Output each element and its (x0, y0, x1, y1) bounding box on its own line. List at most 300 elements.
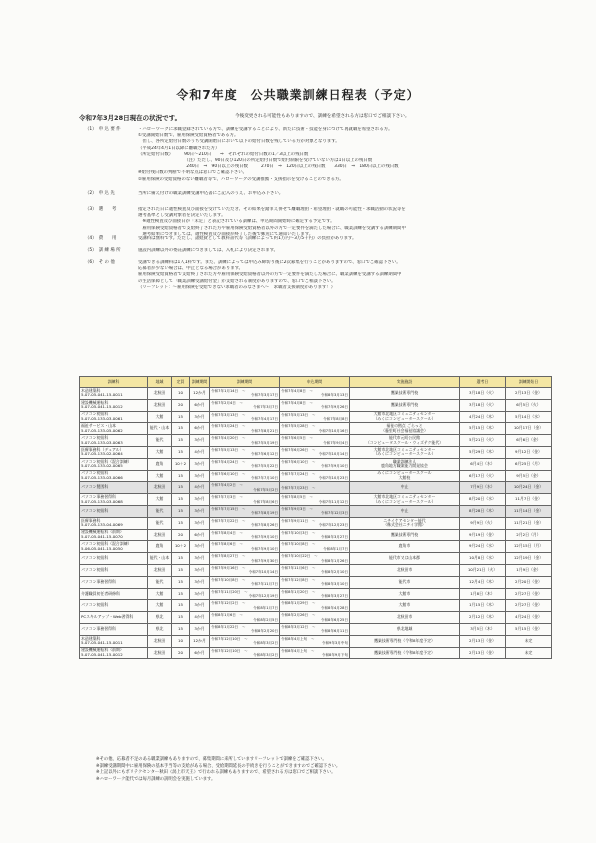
apply-cell-line: 令和8年2月10日 (320, 570, 348, 575)
period-cell-line: 令和8年2月5日 (253, 617, 278, 622)
selection-date-cell: 2月13日（金） (460, 647, 506, 659)
period-cell-line: 令和7年2月4日 ～ (211, 400, 244, 405)
place-cell-line: 能代市 (398, 578, 411, 584)
section-line: 但し、各所定給付日数のうち受講開始日において以下の給付日数を残している方が対象となります。 (138, 139, 340, 145)
start-date-cell: 未定 (506, 647, 552, 659)
apply-cell-line: 令和7年4月8日 ～ (281, 388, 314, 393)
period-cell (210, 623, 280, 635)
section-line: 応募者が少ない場合は、中止となる場合があります。 (138, 266, 244, 272)
place-cell (350, 423, 460, 435)
period-cell-line: 令和8年1月22日 ～ (211, 624, 246, 629)
capacity-cell: 15 (172, 588, 190, 600)
period-cell-line: 令和7年12月19日 (248, 593, 278, 598)
table-row (80, 435, 552, 447)
length-cell: 3か月 (190, 470, 210, 482)
period-cell (210, 541, 280, 553)
apply-cell-line: 令和8年4月上旬 ～ (281, 636, 315, 641)
apply-cell (280, 423, 350, 435)
apply-cell-line: 令和7年7月23日 ～ (281, 485, 316, 490)
course-code: 5-07-05-133-03-0063 (81, 439, 123, 445)
course-code: 5-07-05-133-03-0061 (81, 415, 123, 421)
course-name-cell (80, 553, 148, 565)
schedule-table (79, 376, 552, 659)
length-cell: 6か月 (190, 423, 210, 435)
period-cell-line: 令和7年4月17日 (250, 416, 278, 421)
apply-cell-line: 令和8年3月13日 (320, 393, 348, 398)
length-cell: 3か月 (190, 564, 210, 576)
place-cell (350, 529, 460, 541)
length-cell: 3か月 (190, 458, 210, 470)
section-line: ②雇用保険の受給資格のない離職者等で、ハローワークの受講推薦・支援指示を受けることのできる方。 (138, 176, 344, 182)
top-note: 今後変更される可能性もありますので、訓練を希望される方は窓口でご相談下さい。 (235, 114, 410, 119)
section-body (138, 236, 568, 242)
start-date-cell: 1月9日（金） (506, 564, 552, 576)
place-cell-line: 北秋田市 (396, 614, 413, 620)
selection-date-cell: 3月18日（火） (460, 399, 506, 411)
apply-cell-line: 令和8年1月26日 (320, 558, 348, 563)
capacity-cell: 15 (172, 623, 190, 635)
place-cell-line: 大館市北地区コミュニティセンター (373, 446, 436, 452)
apply-cell (280, 600, 350, 612)
table-row (80, 517, 552, 529)
capacity-cell: 15 (172, 482, 190, 494)
start-date-cell: 9月12日（金） (506, 446, 552, 458)
place-cell (350, 564, 460, 576)
place-cell (350, 600, 460, 612)
section-line: ※給付残日数の判断で不明な点は窓口でご確認下さい。 (138, 170, 248, 176)
place-cell-line: 大館校 (398, 474, 411, 480)
period-cell-line: 令和8年1月6日 ～ (211, 613, 244, 618)
course-name-cell (80, 470, 148, 482)
apply-cell-line: 令和7年9月11日 ～ (281, 518, 316, 523)
course-code: 5-07-05-133-05-0062 (81, 427, 123, 433)
apply-cell-line: 令和7年4月8日 ～ (281, 400, 314, 405)
selection-date-cell: 5月21日（火） (460, 435, 506, 447)
length-cell: 4か月 (190, 482, 210, 494)
area-cell: 大館 (148, 411, 172, 423)
start-date-cell: 11月7日（金） (506, 494, 552, 506)
apply-cell (280, 612, 350, 624)
course-name: 医療事務科（デュアル） (81, 446, 124, 452)
course-name: 木造建築科 (81, 387, 101, 393)
apply-cell (280, 564, 350, 576)
footnotes (96, 757, 340, 783)
table-row (80, 505, 552, 517)
selection-date-cell: 7月9日（水） (460, 482, 506, 494)
place-cell (350, 399, 460, 411)
apply-cell-line: 令和8年6月25日 (320, 617, 348, 622)
course-name-cell (80, 388, 148, 400)
apply-cell (280, 553, 350, 565)
place-cell-line: みくにコンピュータースクール (377, 470, 432, 476)
period-cell (210, 458, 280, 470)
section-line: （平成24年4月1日以降に離職された方） (138, 145, 220, 151)
place-cell-line: ニチイケアセンター能代 (383, 517, 426, 523)
apply-cell (280, 494, 350, 506)
area-cell: 北秋田 (148, 388, 172, 400)
length-cell: 3か月 (190, 494, 210, 506)
apply-cell (280, 647, 350, 659)
length-cell: 3か月 (190, 541, 210, 553)
place-cell-line: 能代市元町公民館 (388, 434, 421, 440)
place-cell (350, 411, 460, 423)
area-cell: 能代 (148, 435, 172, 447)
course-name: パソコン初級科（混合訓練） (81, 458, 132, 464)
course-name-cell (80, 435, 148, 447)
period-cell (210, 576, 280, 588)
place-cell (350, 517, 460, 529)
period-cell (210, 446, 280, 458)
period-cell (210, 388, 280, 400)
place-cell-line: 中止 (400, 484, 409, 490)
course-name: パソコン初級科 (81, 602, 109, 608)
course-name-cell (80, 399, 148, 411)
header-apply: 申込期間 (280, 377, 350, 388)
course-name-cell (80, 635, 148, 647)
table-row (80, 564, 552, 576)
length-cell: 3か月 (190, 553, 210, 565)
table-row (80, 529, 552, 541)
selection-date-cell: 2月12日（木） (460, 612, 506, 624)
period-cell-line: 令和7年8月6日 (253, 499, 278, 504)
period-cell-line: 令和7年6月12日 (250, 452, 278, 457)
place-cell (350, 623, 460, 635)
period-cell-line: 令和8年3月2日 (253, 652, 278, 657)
start-date-cell: 11月14日（金） (506, 505, 552, 517)
area-cell: 能代 (148, 517, 172, 529)
course-name: パソコン事務習得科 (81, 578, 116, 584)
start-date-cell: 6月25日（月） (506, 458, 552, 470)
area-cell: 能代・山本 (148, 423, 172, 435)
period-cell-line: 令和7年10月14日 (248, 570, 278, 575)
area-cell: 大館 (148, 600, 172, 612)
selection-date-cell: 3月18日（火） (460, 388, 506, 400)
capacity-cell: 15 (172, 505, 190, 517)
place-cell (350, 435, 460, 447)
area-cell: 大館 (148, 446, 172, 458)
period-cell (210, 564, 280, 576)
period-cell-line: 令和7年3月13日 ～ (211, 412, 246, 417)
apply-cell (280, 623, 350, 635)
section-line: 雇用保険受給資格者で支給終了された方や雇用保険受給資格者以外の方で一定要件を満たした場合に、職業訓練を受講する訓練期間中 (138, 272, 402, 278)
apply-cell-line: 令和8年6月11日 (320, 629, 348, 634)
length-cell: 3か月 (190, 505, 210, 517)
section-body (138, 127, 568, 183)
length-cell: 3か月 (190, 435, 210, 447)
start-date-cell: 6月6日（金） (506, 435, 552, 447)
period-cell-line: 令和7年11月7日 (250, 582, 278, 587)
place-cell (350, 470, 460, 482)
course-code: 5-07-05-133-02-0065 (81, 463, 123, 469)
apply-cell-line: 令和7年12月23日 (318, 523, 348, 528)
section-line: ・ハローワークに求職登録されている方で、訓練を受講することにより、新たに技術・技能を身につけて再就職を希望される方。 (138, 127, 393, 132)
table-row (80, 482, 552, 494)
apply-cell (280, 517, 350, 529)
start-date-cell: 未定 (506, 635, 552, 647)
table-row (80, 399, 552, 411)
header-length: 訓練期間 (190, 377, 210, 388)
period-cell (210, 494, 280, 506)
table-row (80, 411, 552, 423)
selection-date-cell: 9月9日（火） (460, 517, 506, 529)
course-name-cell (80, 600, 148, 612)
apply-cell (280, 446, 350, 458)
period-cell (210, 517, 280, 529)
period-cell-line: 令和7年6月10日 ～ (211, 471, 246, 476)
course-name: PCスキルアップ・Web習得科 (81, 614, 134, 620)
place-cell-line: 鷹巣技術専門校 (390, 401, 419, 407)
period-cell (210, 588, 280, 600)
apply-cell-line: 令和7年11月6日 ～ (281, 565, 316, 570)
place-cell (350, 612, 460, 624)
section-line: 受講できる訓練科は1人1科です。また、訓練によっては申込み締切り後に2次募集を行うことがありますので、窓口でご確認下さい。 (138, 260, 401, 265)
header-course: 訓練科 (80, 377, 148, 388)
section-body (138, 248, 568, 254)
area-cell: 北秋田 (148, 647, 172, 659)
place-cell-line: （コンピュータスクール・ウィズテク能代） (365, 439, 444, 445)
course-name: 建設機械運転科（前期） (81, 529, 124, 535)
place-cell (350, 446, 460, 458)
selection-date-cell: 4月24日（木） (460, 411, 506, 423)
place-cell-line: 能代市又は山本郡 (388, 555, 421, 561)
place-cell-line: 鹿角市 (398, 543, 411, 549)
course-name-cell (80, 623, 148, 635)
section-line: ①受講開始日数で、雇用保険受給資格者である方。 (138, 133, 239, 139)
section-line: 選考結果につきましては、適性検査及び面接が終了した後で郵送にて通知いたします。 (138, 231, 314, 237)
apply-cell-line: 令和8年3月10日 (320, 582, 348, 587)
place-cell-line: （みくにコンピュータースクール） (373, 451, 436, 457)
period-cell-line: 令和8年3月2日 (253, 641, 278, 646)
table-row (80, 623, 552, 635)
capacity-cell: 20 (172, 647, 190, 659)
start-date-cell: 11月21日（金） (506, 517, 552, 529)
section-label: （6） そ の 他 (85, 260, 115, 265)
section-label: （3） 選 考 (85, 207, 117, 212)
header-period: 訓練期間 (210, 377, 280, 388)
course-code: 5-07-05-041-15-0012 (81, 651, 123, 657)
course-name-cell (80, 446, 148, 458)
period-cell-line: 令和7年8月21日 (250, 428, 278, 433)
place-cell-line: 鹿角地方職業能力開発協会 (381, 463, 428, 469)
course-name: 福祉サービス・山本 (81, 423, 117, 429)
period-cell-line: 令和7年1月14日 ～ (211, 388, 246, 393)
course-name-cell (80, 541, 148, 553)
place-cell-line: 鷹巣技術専門校（令和8年度予定） (374, 649, 435, 655)
period-cell-line: 令和7年7月10日 (250, 475, 278, 480)
start-date-cell: 10月17日（金） (506, 423, 552, 435)
apply-cell-line: 令和8年9月下旬 (321, 652, 348, 657)
start-date-cell: 2月13日（金） (506, 388, 552, 400)
apply-cell-line: 令和7年9月4日 (323, 440, 348, 445)
period-cell-line: 令和7年5月19日 (250, 440, 278, 445)
table-row (80, 541, 552, 553)
period-cell-line: 令和7年7月22日 ～ (211, 518, 246, 523)
footnote: ※ハローワーク能代では毎月訓練の説明会を実施しています。 (96, 776, 216, 782)
apply-cell-line: 令和8年1月20日 ～ (281, 589, 316, 594)
course-code: 5-06-05-041-15-0050 (81, 545, 123, 551)
course-name-cell (80, 576, 148, 588)
length-cell: 3か月 (190, 576, 210, 588)
apply-cell-line: 令和7年10月16日 (318, 428, 348, 433)
selection-date-cell: 8月20日（水） (460, 494, 506, 506)
section-line: （注）ただし、90日及び120日の所定給付日数で給付制限を受けていない方は1日以上の残日数 (138, 158, 373, 164)
table-row (80, 388, 552, 400)
place-cell-line: 大館市北地区コミュニティセンター (373, 493, 436, 499)
area-cell: 能代 (148, 505, 172, 517)
selection-date-cell: 3月5日（木） (460, 623, 506, 635)
place-cell-line: 鷹巣技術専門校（令和8年度予定） (374, 637, 435, 643)
start-date-cell: 5月14日（水） (506, 411, 552, 423)
apply-cell-line: 令和7年5月28日 ～ (281, 424, 316, 429)
apply-cell-line: 令和8年2月26日 ～ (281, 613, 316, 618)
place-cell-line: 大館市北地区コミュニティセンター (373, 411, 436, 417)
period-cell-line: 令和7年8月4日 ～ (211, 530, 244, 535)
apply-cell (280, 411, 350, 423)
section-line: 240日 ⇒ 90日以上の残日数 270日 ⇒ 120日以上の残日数 330日 ⇒ 180日以上の残日数 (138, 164, 399, 170)
area-cell: 鹿角 (148, 541, 172, 553)
table-row (80, 647, 552, 659)
course-name: パソコン事務習得科 (81, 493, 116, 499)
period-cell-line: 令和7年4月24日 ～ (211, 459, 246, 464)
apply-cell (280, 399, 350, 411)
section-line: 雇用保険受給資格者で支給終了された方や雇用保険受給資格者以外の方で一定要件を満たした場合に、職業訓練を受講する訓練期間中 (138, 225, 406, 231)
footnote: ※訓練受講期間中に雇用保険の基本手当等の支給がある場合、受給期間延長の手続きを行うことができますのでご確認下さい。 (96, 763, 341, 769)
capacity-cell: 15 (172, 494, 190, 506)
length-cell: 6か月 (190, 529, 210, 541)
apply-cell-line: 令和8年4月上旬 ～ (281, 648, 315, 653)
start-date-cell: 9月5日（金） (506, 470, 552, 482)
section-line: 受講料は無料です。ただし、諸経費として教科書代等（訓練によって約1万円～3万5千円）の負担があります。 (138, 236, 357, 241)
capacity-cell: 15 (172, 423, 190, 435)
header-start: 訓練開始日 (506, 377, 552, 388)
apply-cell-line: 令和7年6月26日 ～ (281, 447, 316, 452)
place-cell-line: 大館市 (398, 602, 411, 608)
apply-cell-line: 令和7年12月8日 ～ (281, 577, 316, 582)
place-cell (350, 553, 460, 565)
table-header-row (80, 377, 552, 388)
capacity-cell: 10 (172, 635, 190, 647)
place-cell (350, 576, 460, 588)
capacity-cell: 15 (172, 553, 190, 565)
period-cell-line: 令和7年9月10日 (250, 534, 278, 539)
period-cell (210, 435, 280, 447)
apply-cell-line: 令和7年10月23日 (318, 475, 348, 480)
length-cell: 3か月 (190, 411, 210, 423)
area-cell: 大館 (148, 588, 172, 600)
selection-date-cell: 2月13日（金） (460, 635, 506, 647)
place-cell (350, 647, 460, 659)
capacity-cell: 15 (172, 446, 190, 458)
course-name: パソコン初級科 (81, 555, 109, 561)
place-cell-line: 鷹巣技術専門校 (390, 390, 419, 396)
course-name: パソコン初級科 (81, 567, 109, 573)
period-cell (210, 553, 280, 565)
apply-cell (280, 541, 350, 553)
header-place: 実施施設 (350, 377, 460, 388)
period-cell (210, 600, 280, 612)
length-cell: 3か月 (190, 600, 210, 612)
course-name: パソコン初級科 (81, 434, 109, 440)
area-cell: 北秋田 (148, 482, 172, 494)
area-cell: 大館 (148, 494, 172, 506)
period-cell-line: 令和8年2月20日 (250, 629, 278, 634)
section-line: （所定給付日数） 90日～210日 ⇒ それぞれの給付日数の1／3以上の残日数 (138, 151, 309, 157)
table-row (80, 635, 552, 647)
period-cell-line: 令和7年3月17日 (250, 393, 278, 398)
length-cell: 4か月 (190, 446, 210, 458)
apply-cell (280, 576, 350, 588)
capacity-cell: 20 (172, 529, 190, 541)
table-row (80, 553, 552, 565)
course-name: 建設機械運転科（前期） (81, 647, 124, 653)
place-cell-line: 県北地域 (396, 626, 413, 632)
start-date-cell: 5月15日（金） (506, 623, 552, 635)
start-date-cell: 2月2日（月） (506, 529, 552, 541)
selection-date-cell: 6月4日（水） (460, 458, 506, 470)
apply-cell (280, 588, 350, 600)
section-line: ※適性検査及び面接日が「未定」と表記されている訓練は、申込期間開始時に確定する予定です。 (138, 219, 335, 225)
section-line: （リーフレット：～雇用保険を受給できない求職者のみなさまへ～ 求職者支援制度があります！） (138, 284, 336, 290)
capacity-cell: 10＋2 (172, 458, 190, 470)
page-title: 令和7年度 公共職業訓練日程表（予定） (176, 88, 420, 102)
capacity-cell: 15 (172, 517, 190, 529)
table-row (80, 576, 552, 588)
place-cell-line: （みくにコンピュータースクール） (373, 415, 436, 421)
area-cell: 北秋田 (148, 529, 172, 541)
period-cell (210, 529, 280, 541)
capacity-cell: 15 (172, 564, 190, 576)
area-cell: 鹿角 (148, 458, 172, 470)
length-cell: 4か月 (190, 612, 210, 624)
course-name-cell (80, 517, 148, 529)
header-area: 地域 (148, 377, 172, 388)
course-name: パソコン製図科 (81, 484, 109, 490)
period-cell-line: 令和7年7月15日 ～ (211, 506, 246, 511)
apply-cell-line: 令和7年9月3日 ～ (281, 506, 314, 511)
apply-cell-line: 令和8年1月29日 ～ (281, 601, 316, 606)
place-cell-line: 北秋田市 (396, 567, 413, 573)
period-cell (210, 399, 280, 411)
period-cell-line: 令和7年4月2日 ～ (211, 483, 244, 488)
capacity-cell: 15 (172, 435, 190, 447)
apply-cell-line: 令和8年1月7日 (323, 546, 348, 551)
apply-cell (280, 635, 350, 647)
place-cell-line: （藤里町社会福祉協議会） (381, 427, 428, 433)
apply-cell-line: 令和7年5月13日 ～ (281, 412, 316, 417)
place-cell (350, 388, 460, 400)
header-selection: 選考日 (460, 377, 506, 388)
area-cell: 県北 (148, 623, 172, 635)
apply-cell-line: 令和7年11月12日 (318, 499, 348, 504)
start-date-cell: 12月15日（月） (506, 541, 552, 553)
start-date-cell: 2月27日（金） (506, 588, 552, 600)
section-label: （1） 申 込 要 件 (85, 127, 121, 132)
period-cell (210, 647, 280, 659)
apply-cell (280, 458, 350, 470)
apply-cell-line: 令和8年4月28日 (320, 605, 348, 610)
apply-cell (280, 388, 350, 400)
period-cell-line: 令和7年12月10日 ～ (211, 648, 248, 653)
place-cell (350, 482, 460, 494)
section-line: 当所に備え付けの職業訓練受講申込書にご記入のうえ、お申込み下さい。 (138, 191, 284, 196)
start-date-cell: 10月24日（金） (506, 482, 552, 494)
place-cell-line: 大館市 (398, 590, 411, 596)
length-cell: 3か月 (190, 588, 210, 600)
selection-date-cell: 10月21日（火） (460, 564, 506, 576)
period-cell (210, 612, 280, 624)
section-label: （5） 訓 練 場 所 (85, 248, 121, 253)
period-cell-line: 令和7年12月10日 ～ (211, 636, 248, 641)
